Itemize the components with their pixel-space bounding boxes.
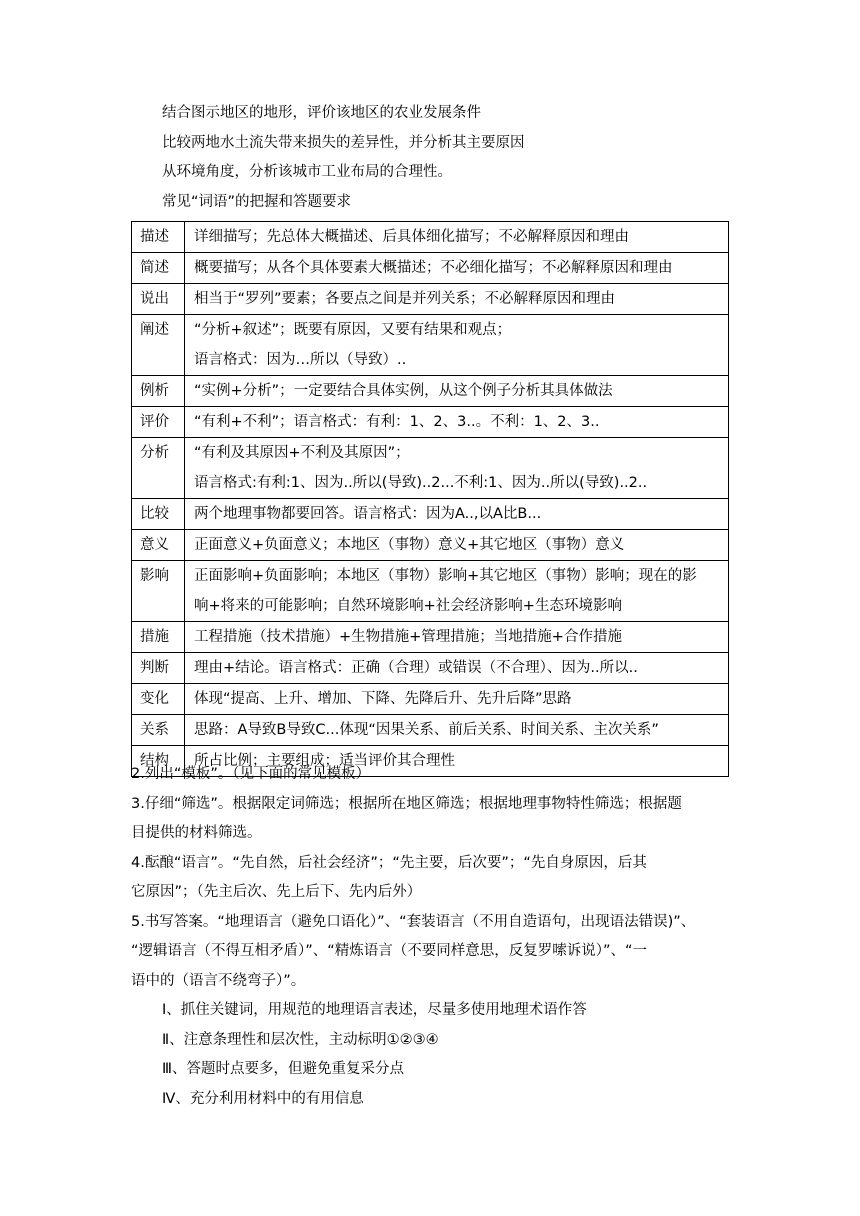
term-cell: 影响 [132, 561, 185, 622]
desc-cell [185, 622, 729, 653]
numbered-line: 5.书写答案。“地理语言（避免口语化）”、“套装语言（不用自造语句，出现语法错误)”、 [131, 914, 696, 930]
term-cell: 意义 [132, 530, 185, 561]
term-cell: 阐述 [132, 315, 185, 376]
numbered-line: 2.列出“模板”。（见下面的常见模板） [131, 766, 371, 782]
roman-line: Ⅰ、抓住关键词，用规范的地理语言表述，尽量多使用地理术语作答 [162, 1002, 587, 1018]
term-cell: 评价 [132, 407, 185, 438]
table-row [132, 407, 729, 438]
term-cell: 措施 [132, 622, 185, 653]
desc-cell [185, 499, 729, 530]
table-row [132, 653, 729, 684]
terms-table [131, 221, 729, 777]
desc-line: 正面意义+负面意义；本地区（事物）意义+其它地区（事物）意义 [194, 537, 625, 553]
term-cell: 简述 [132, 253, 185, 284]
desc-cell [185, 530, 729, 561]
roman-line: Ⅳ、充分利用材料中的有用信息 [162, 1091, 364, 1107]
intro-line: 比较两地水土流失带来损失的差异性，并分析其主要原因 [162, 135, 525, 151]
desc-cell [185, 653, 729, 684]
desc-line: 概要描写；从各个具体要素大概描述；不必细化描写；不必解释原因和理由 [194, 260, 673, 276]
table-row [132, 376, 729, 407]
table-row [132, 499, 729, 530]
desc-line: 体现“提高、上升、增加、下降、先降后升、先升后降”思路 [194, 691, 572, 707]
desc-cell [185, 253, 729, 284]
term-cell: 分析 [132, 438, 185, 499]
desc-cell [185, 715, 729, 746]
term-cell: 描述 [132, 222, 185, 253]
numbered-line: 3.仔细“筛选”。根据限定词筛选；根据所在地区筛选；根据地理事物特性筛选；根据题 [131, 796, 682, 812]
desc-cell [185, 284, 729, 315]
desc-line: 详细描写；先总体大概描述、后具体细化描写；不必解释原因和理由 [194, 229, 629, 245]
desc-line: 响+将来的可能影响；自然环境影响+社会经济影响+生态环境影响 [194, 598, 622, 614]
desc-line: “有利及其原因+不利及其原因”； [194, 445, 410, 461]
numbered-line: 目提供的材料筛选。 [131, 825, 262, 841]
table-row [132, 530, 729, 561]
desc-line: 语言格式:有利:1、因为..所以(导致)..2...不利:1、因为..所以(导致)..2.. [194, 475, 648, 491]
desc-cell [185, 561, 729, 622]
desc-cell [185, 684, 729, 715]
numbered-line: 语中的（语言不绕弯子）”。 [131, 973, 306, 989]
desc-cell [185, 376, 729, 407]
desc-line: 工程措施（技术措施）+生物措施+管理措施；当地措施+合作措施 [194, 629, 622, 645]
desc-line: 两个地理事物都要回答。语言格式：因为A..,以A比B... [194, 506, 542, 522]
intro-line: 从环境角度，分析该城市工业布局的合理性。 [162, 164, 452, 180]
table-row [132, 222, 729, 253]
intro-line: 结合图示地区的地形，评价该地区的农业发展条件 [162, 105, 481, 121]
desc-line: 相当于“罗列”要素；各要点之间是并列关系；不必解释原因和理由 [194, 291, 616, 307]
desc-cell [185, 315, 729, 376]
table-row [132, 438, 729, 499]
term-cell: 例析 [132, 376, 185, 407]
table-row [132, 684, 729, 715]
table-row [132, 315, 729, 376]
term-cell: 比较 [132, 499, 185, 530]
table-row [132, 284, 729, 315]
table-caption: 常见“词语”的把握和答题要求 [162, 194, 352, 210]
term-cell: 结构 [132, 746, 185, 777]
numbered-line: “逻辑语言（不得互相矛盾）”、“精炼语言（不要同样意思，反复罗嗦诉说）”、“一 [131, 943, 648, 959]
desc-line: 所占比例；主要组成；适当评价其合理性 [194, 753, 455, 769]
desc-cell [185, 407, 729, 438]
desc-line: “分析+叙述”；既要有原因，又要有结果和观点； [194, 322, 512, 338]
table-row [132, 253, 729, 284]
roman-line: Ⅱ、注意条理性和层次性，主动标明①②③④ [162, 1032, 439, 1048]
desc-line: 思路：A导致B导致C...体现“因果关系、前后关系、时间关系、主次关系” [194, 722, 659, 738]
table-row [132, 715, 729, 746]
term-cell: 关系 [132, 715, 185, 746]
desc-line: “有利+不利”；语言格式：有利：1、2、3..。不利：1、2、3.. [194, 414, 600, 430]
term-cell: 判断 [132, 653, 185, 684]
desc-cell [185, 222, 729, 253]
numbered-line: 4.酝酿“语言”。“先自然，后社会经济”；“先主要，后次要”；“先自身原因，后其 [131, 855, 647, 871]
numbered-line: 它原因”；（先主后次、先上后下、先内后外） [131, 884, 422, 900]
desc-line: 正面影响+负面影响；本地区（事物）影响+其它地区（事物）影响；现在的影 [194, 568, 697, 584]
table-row [132, 561, 729, 622]
desc-line: “实例+分析”；一定要结合具体实例，从这个例子分析其具体做法 [194, 383, 613, 399]
term-cell: 说出 [132, 284, 185, 315]
term-cell: 变化 [132, 684, 185, 715]
desc-cell [185, 438, 729, 499]
table-row [132, 622, 729, 653]
roman-line: Ⅲ、答题时点要多，但避免重复采分点 [162, 1061, 404, 1077]
desc-line: 理由+结论。语言格式：正确（合理）或错误（不合理）、因为..所以.. [194, 660, 638, 676]
desc-line: 语言格式：因为…所以（导致）.. [194, 352, 407, 368]
